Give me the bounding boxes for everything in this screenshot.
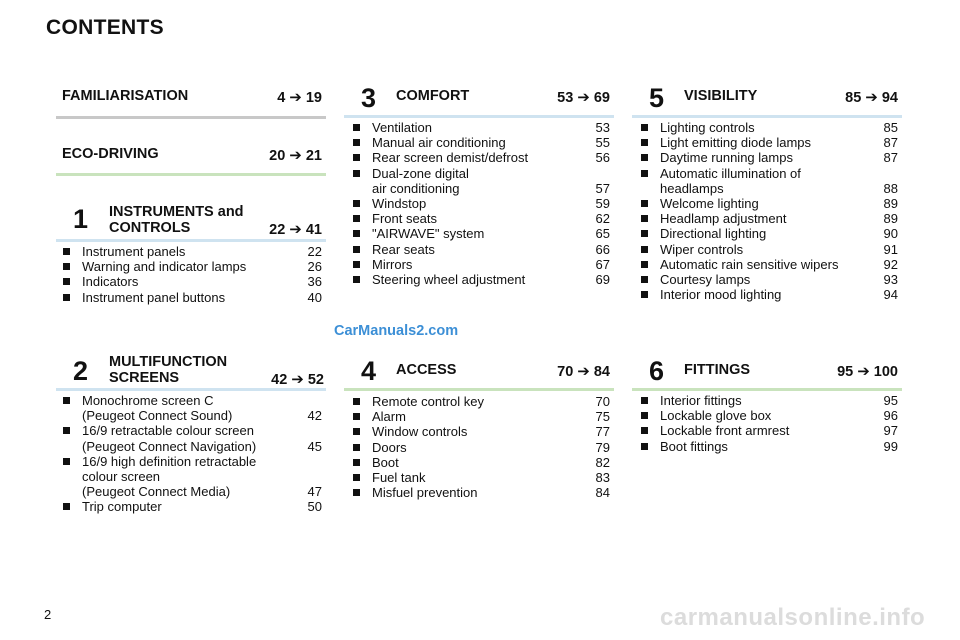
list-item-page: 87: [883, 135, 898, 151]
bullet-square-icon: [353, 474, 360, 481]
list-item-page: 62: [595, 211, 610, 227]
list-item: [350, 424, 610, 439]
section-3-range: [557, 88, 610, 106]
bullet-square-icon: [641, 200, 648, 207]
range-from: 85: [845, 90, 862, 106]
page-number: 2: [44, 607, 52, 622]
list-item: [638, 408, 898, 423]
list-item: [638, 211, 898, 226]
list-item-text: 16/9 high definition retractable: [82, 453, 257, 469]
list-item-page: 99: [883, 438, 898, 454]
range-to: 94: [881, 90, 898, 106]
list-item-text: Courtesy lamps: [660, 272, 751, 288]
list-item-text: Warning and indicator lamps: [82, 259, 247, 275]
section-5-range: [845, 88, 898, 106]
range-to: 21: [305, 148, 322, 164]
list-item: [350, 485, 610, 500]
bullet-square-icon: [63, 248, 70, 255]
section-1-title-line2: CONTROLS: [109, 220, 191, 236]
list-item-page: 88: [883, 180, 898, 196]
bullet-square-icon: [353, 230, 360, 237]
list-item: [350, 470, 610, 485]
arrow-right-icon: ➔: [289, 89, 302, 106]
list-item: [638, 423, 898, 438]
section-familiarisation-title: FAMILIARISATION: [62, 88, 189, 104]
list-item-page: 57: [595, 180, 610, 196]
section-2-list: [60, 393, 322, 515]
list-item-page: 42: [307, 408, 322, 424]
list-item-page: 45: [307, 438, 322, 454]
list-item: [638, 257, 898, 272]
section-2-title-line2: SCREENS: [109, 370, 180, 386]
bullet-square-icon: [353, 246, 360, 253]
range-from: 4: [277, 90, 286, 106]
list-item: [350, 257, 610, 272]
list-item-text: Fuel tank: [372, 470, 426, 486]
list-item-text: Interior fittings: [660, 393, 742, 408]
list-item-text: Headlamp adjustment: [660, 211, 787, 227]
list-item-page: 89: [883, 211, 898, 227]
list-item: [638, 166, 898, 196]
section-1-range: [269, 220, 322, 238]
list-item: [350, 440, 610, 455]
list-item: [638, 196, 898, 211]
list-item-page: 83: [595, 470, 610, 486]
list-item-page: 75: [595, 409, 610, 425]
section-3-number: 3: [361, 83, 377, 113]
bullet-square-icon: [641, 154, 648, 161]
bullet-square-icon: [641, 443, 648, 450]
list-item-page: 66: [595, 241, 610, 257]
list-item-text: Daytime running lamps: [660, 150, 793, 166]
bullet-square-icon: [63, 278, 70, 285]
list-item-text: Front seats: [372, 211, 438, 227]
section-divider: [344, 388, 614, 391]
bullet-square-icon: [641, 170, 648, 177]
list-item-page: 55: [595, 135, 610, 151]
list-item-text: Windstop: [372, 196, 427, 212]
list-item: [350, 135, 610, 150]
list-item: [638, 242, 898, 257]
list-item-page: 84: [595, 485, 610, 501]
list-item-text: Rear seats: [372, 241, 435, 257]
list-item-page: 82: [595, 454, 610, 470]
list-item-text: Lockable front armrest: [660, 423, 790, 439]
section-6-number: 6: [649, 356, 665, 386]
list-item-text: (Peugeot Connect Sound): [82, 408, 233, 424]
list-item-text: headlamps: [660, 180, 724, 196]
arrow-right-icon: ➔: [291, 371, 304, 388]
bullet-square-icon: [641, 230, 648, 237]
range-to: 19: [305, 90, 322, 106]
list-item-text: Directional lighting: [660, 226, 767, 242]
section-eco-driving-range: [269, 146, 322, 164]
section-4-range: [557, 362, 610, 380]
list-item: [350, 150, 610, 165]
list-item: [638, 135, 898, 150]
section-6-title: FITTINGS: [684, 362, 751, 378]
list-item-text: "AIRWAVE" system: [372, 226, 485, 242]
list-item-text: Welcome lighting: [660, 196, 759, 212]
section-divider: [56, 388, 326, 391]
list-item: [350, 226, 610, 241]
list-item-text: Mirrors: [372, 256, 413, 272]
bullet-square-icon: [63, 503, 70, 510]
bullet-square-icon: [63, 294, 70, 301]
section-4-list: [350, 394, 610, 500]
list-item-page: 65: [595, 226, 610, 242]
section-5-number: 5: [649, 83, 665, 113]
list-item: [638, 439, 898, 454]
range-from: 42: [271, 372, 288, 388]
section-divider: [632, 115, 902, 118]
range-to: 84: [593, 364, 610, 380]
list-item: [60, 393, 322, 423]
list-item: [60, 499, 322, 514]
list-item: [638, 287, 898, 302]
list-item-text: Rear screen demist/defrost: [372, 150, 529, 166]
list-item-page: 97: [883, 423, 898, 439]
section-divider: [632, 388, 902, 391]
section-eco-driving-title: ECO-DRIVING: [62, 146, 159, 162]
bullet-square-icon: [353, 215, 360, 222]
section-divider: [56, 173, 326, 176]
list-item-page: 77: [595, 424, 610, 440]
list-item-page: 79: [595, 439, 610, 455]
section-5-title: VISIBILITY: [684, 88, 758, 104]
section-divider: [344, 115, 614, 118]
list-item: [638, 150, 898, 165]
list-item: [638, 226, 898, 241]
bullet-square-icon: [353, 413, 360, 420]
list-item: [60, 290, 322, 305]
list-item-text: colour screen: [82, 469, 161, 485]
list-item: [638, 120, 898, 135]
bullet-square-icon: [641, 124, 648, 131]
arrow-right-icon: ➔: [289, 221, 302, 238]
section-5-list: [638, 120, 898, 302]
list-item-page: 50: [307, 499, 322, 515]
bullet-square-icon: [353, 489, 360, 496]
arrow-right-icon: ➔: [857, 363, 870, 380]
bullet-square-icon: [353, 200, 360, 207]
list-item-text: Manual air conditioning: [372, 135, 506, 151]
section-divider: [56, 116, 326, 119]
section-1-number: 1: [73, 204, 89, 234]
section-2-number: 2: [73, 356, 89, 386]
bullet-square-icon: [641, 261, 648, 268]
list-item-text: Instrument panels: [82, 244, 186, 259]
bullet-square-icon: [353, 444, 360, 451]
section-2-range: [271, 370, 324, 388]
list-item-page: 40: [307, 289, 322, 305]
section-divider: [56, 239, 326, 242]
list-item: [350, 394, 610, 409]
watermark-carmanuals: CarManuals2.com: [334, 323, 459, 339]
list-item-text: Monochrome screen C: [82, 393, 214, 408]
list-item-text: Steering wheel adjustment: [372, 272, 526, 288]
list-item-page: 92: [883, 256, 898, 272]
list-item: [60, 259, 322, 274]
section-1-title-line1: INSTRUMENTS and: [109, 204, 244, 220]
section-2-title-line1: MULTIFUNCTION: [109, 354, 228, 370]
bullet-square-icon: [63, 458, 70, 465]
range-to: 100: [873, 364, 898, 380]
list-item-text: Alarm: [372, 409, 406, 425]
range-from: 70: [557, 364, 574, 380]
bullet-square-icon: [641, 427, 648, 434]
list-item-page: 95: [883, 393, 898, 408]
bullet-square-icon: [353, 276, 360, 283]
list-item-page: 90: [883, 226, 898, 242]
list-item-text: Lighting controls: [660, 120, 755, 135]
list-item-page: 87: [883, 150, 898, 166]
bullet-square-icon: [353, 124, 360, 131]
section-6-list: [638, 393, 898, 454]
list-item-page: 22: [307, 244, 322, 259]
list-item-page: 93: [883, 272, 898, 288]
arrow-right-icon: ➔: [865, 89, 878, 106]
list-item: [350, 166, 610, 196]
list-item-text: Interior mood lighting: [660, 287, 782, 303]
range-from: 22: [269, 222, 286, 238]
list-item-text: Automatic illumination of: [660, 165, 801, 181]
list-item-page: 36: [307, 274, 322, 290]
list-item-page: 59: [595, 196, 610, 212]
list-item-text: Doors: [372, 439, 407, 455]
list-item-text: Automatic rain sensitive wipers: [660, 256, 839, 272]
bullet-square-icon: [353, 428, 360, 435]
section-4-number: 4: [361, 356, 377, 386]
bullet-square-icon: [641, 215, 648, 222]
watermark-manualsonline: carmanualsonline.info: [660, 604, 926, 631]
bullet-square-icon: [641, 246, 648, 253]
section-1-list: [60, 244, 322, 305]
list-item-page: 96: [883, 408, 898, 424]
range-to: 69: [593, 90, 610, 106]
range-from: 95: [837, 364, 854, 380]
list-item-text: Window controls: [372, 424, 468, 440]
bullet-square-icon: [353, 398, 360, 405]
list-item-text: Boot: [372, 454, 399, 470]
section-3-list: [350, 120, 610, 287]
bullet-square-icon: [353, 170, 360, 177]
list-item-page: 94: [883, 287, 898, 303]
list-item-text: Dual-zone digital: [372, 165, 469, 181]
bullet-square-icon: [353, 459, 360, 466]
range-from: 20: [269, 148, 286, 164]
arrow-right-icon: ➔: [577, 89, 590, 106]
list-item: [638, 393, 898, 408]
list-item-page: 56: [595, 150, 610, 166]
list-item: [60, 274, 322, 289]
bullet-square-icon: [353, 261, 360, 268]
list-item-text: Remote control key: [372, 394, 484, 409]
bullet-square-icon: [63, 397, 70, 404]
list-item: [60, 454, 322, 500]
range-to: 52: [307, 372, 324, 388]
bullet-square-icon: [641, 276, 648, 283]
list-item-text: Lockable glove box: [660, 408, 772, 424]
section-4-title: ACCESS: [396, 362, 457, 378]
list-item: [350, 196, 610, 211]
list-item-page: 89: [883, 196, 898, 212]
range-from: 53: [557, 90, 574, 106]
section-6-range: [837, 362, 898, 380]
list-item-text: (Peugeot Connect Navigation): [82, 438, 257, 454]
list-item: [350, 211, 610, 226]
bullet-square-icon: [63, 263, 70, 270]
list-item-text: Instrument panel buttons: [82, 289, 226, 305]
list-item: [350, 409, 610, 424]
list-item-text: 16/9 retractable colour screen: [82, 423, 254, 439]
list-item: [350, 242, 610, 257]
list-item: [350, 455, 610, 470]
section-familiarisation-range: [277, 88, 322, 106]
bullet-square-icon: [641, 412, 648, 419]
list-item: [638, 272, 898, 287]
list-item-text: (Peugeot Connect Media): [82, 484, 231, 500]
list-item-page: 53: [595, 120, 610, 135]
list-item-page: 69: [595, 272, 610, 288]
list-item: [350, 120, 610, 135]
bullet-square-icon: [353, 139, 360, 146]
bullet-square-icon: [353, 154, 360, 161]
arrow-right-icon: ➔: [289, 147, 302, 164]
list-item-text: Misfuel prevention: [372, 485, 478, 501]
list-item-text: Wiper controls: [660, 241, 744, 257]
list-item: [60, 244, 322, 259]
list-item-page: 85: [883, 120, 898, 135]
list-item: [350, 272, 610, 287]
bullet-square-icon: [641, 139, 648, 146]
list-item-page: 26: [307, 259, 322, 275]
list-item-text: Ventilation: [372, 120, 432, 135]
page-title: CONTENTS: [46, 16, 164, 39]
section-3-title: COMFORT: [396, 88, 470, 104]
list-item-text: air conditioning: [372, 180, 460, 196]
list-item-page: 70: [595, 394, 610, 409]
bullet-square-icon: [641, 397, 648, 404]
list-item: [60, 423, 322, 453]
list-item-page: 47: [307, 484, 322, 500]
list-item-text: Light emitting diode lamps: [660, 135, 812, 151]
list-item-page: 91: [883, 241, 898, 257]
bullet-square-icon: [63, 427, 70, 434]
list-item-text: Trip computer: [82, 499, 162, 515]
bullet-square-icon: [641, 291, 648, 298]
list-item-page: 67: [595, 256, 610, 272]
range-to: 41: [305, 222, 322, 238]
arrow-right-icon: ➔: [577, 363, 590, 380]
list-item-text: Indicators: [82, 274, 139, 290]
list-item-text: Boot fittings: [660, 438, 728, 454]
